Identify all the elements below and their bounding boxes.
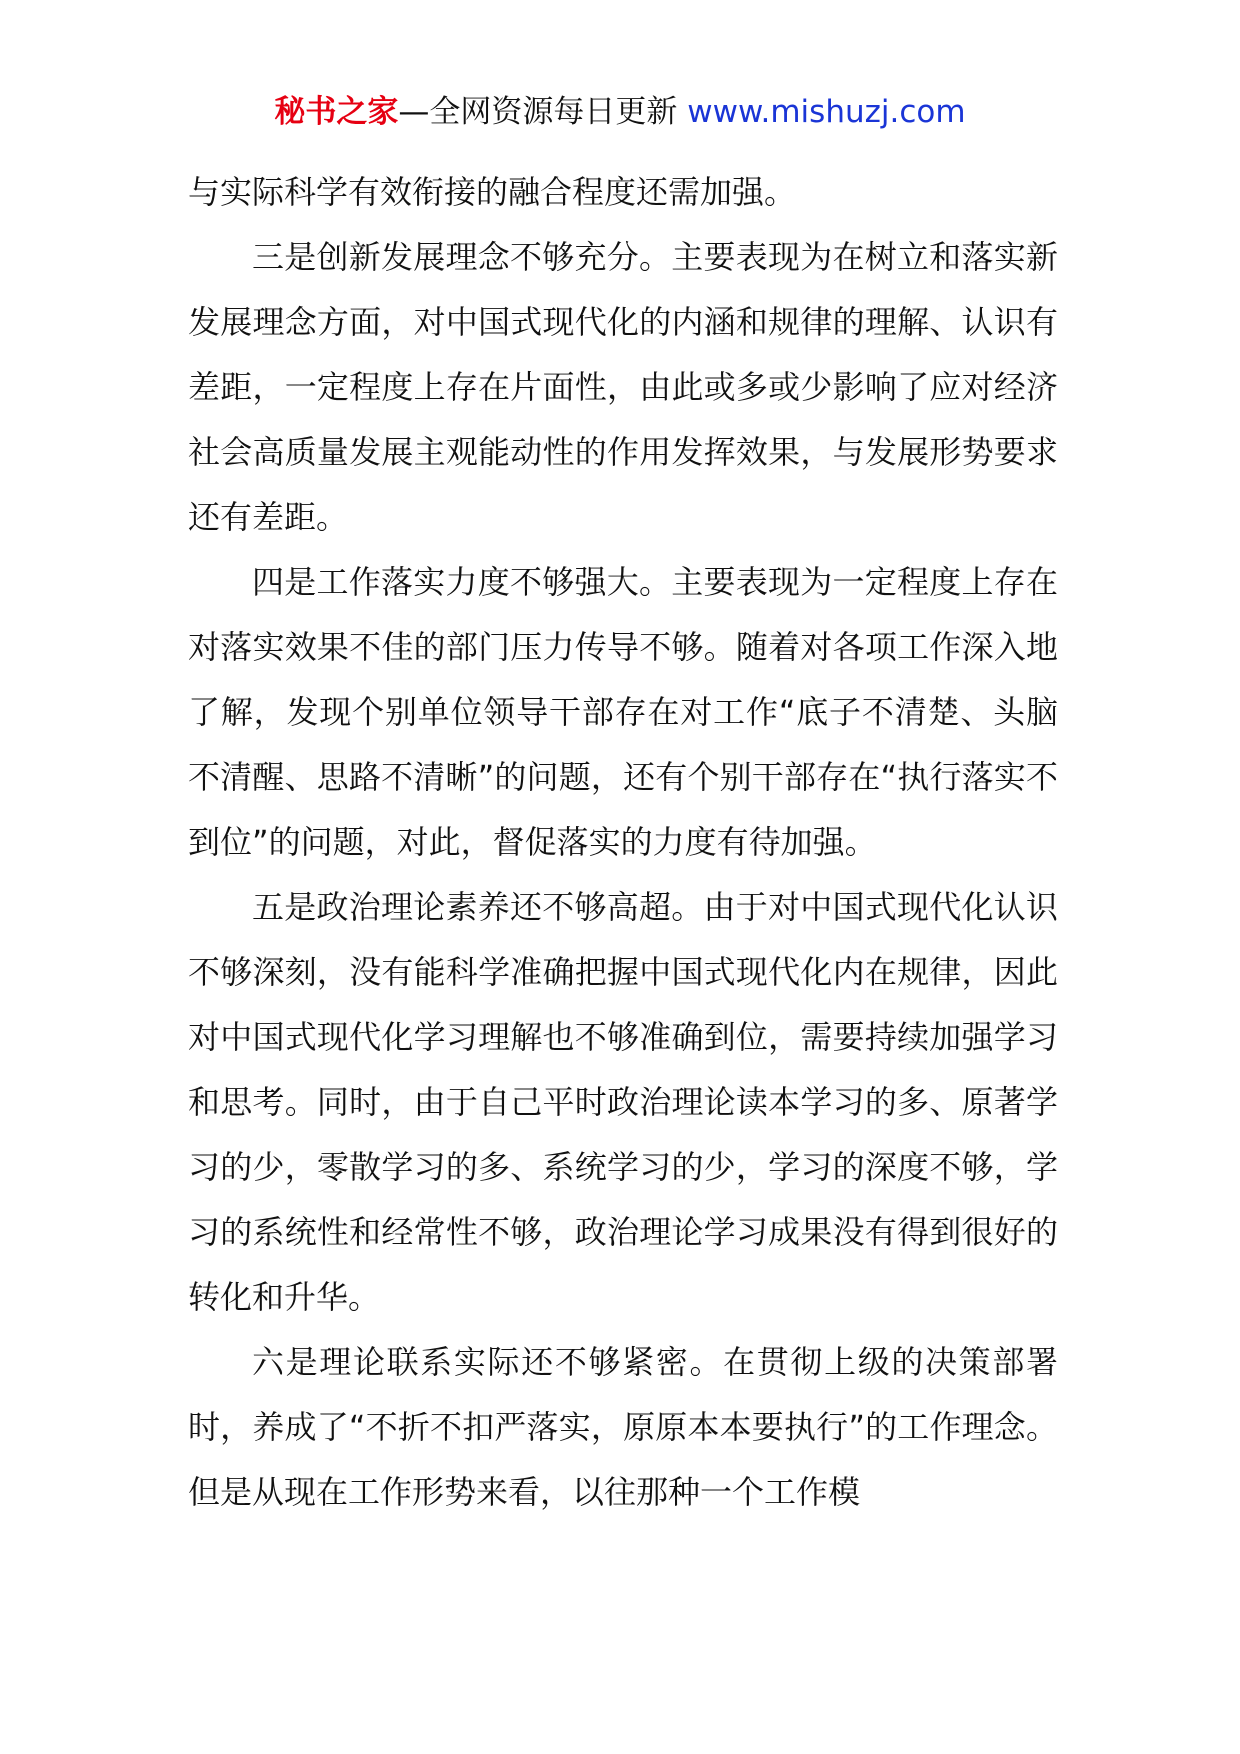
brand-name: 秘书之家: [274, 94, 399, 130]
header-tagline: —全网资源每日更新: [398, 94, 678, 130]
site-header: [0, 92, 1240, 132]
document-body: [188, 160, 1058, 1525]
paragraph-point-three: 三是创新发展理念不够充分。主要表现为在树立和落实新发展理念方面，对中国式现代化的内涵和规律的理解、认识有差距，一定程度上存在片面性，由此或多或少影响了应对经济社会高质量发展主观能动性的作用发挥效果，与发展形势要求还有差距。: [188, 238, 1058, 536]
paragraph-point-six: 六是理论联系实际还不够紧密。在贯彻上级的决策部署时，养成了“不折不扣严落实，原原本本要执行”的工作理念。但是从现在工作形势来看，以往那种一个工作模: [188, 1343, 1058, 1511]
site-url-link[interactable]: www.mishuzj.com: [687, 94, 966, 130]
paragraph-point-five: 五是政治理论素养还不够高超。由于对中国式现代化认识不够深刻，没有能科学准确把握中国式现代化内在规律，因此对中国式现代化学习理解也不够准确到位，需要持续加强学习和思考。同时，由于自己平时政治理论读本学习的多、原著学习的少，零散学习的多、系统学习的少，学习的深度不够，学习的系统性和经常性不够，政治理论学习成果没有得到很好的转化和升华。: [188, 888, 1058, 1316]
paragraph-continuation: 与实际科学有效衔接的融合程度还需加强。: [188, 173, 797, 211]
paragraph-point-four: 四是工作落实力度不够强大。主要表现为一定程度上存在对落实效果不佳的部门压力传导不够。随着对各项工作深入地了解，发现个别单位领导干部存在对工作“底子不清楚、头脑不清醒、思路不清晰”的问题，还有个别干部存在“执行落实不到位”的问题，对此，督促落实的力度有待加强。: [188, 563, 1058, 861]
